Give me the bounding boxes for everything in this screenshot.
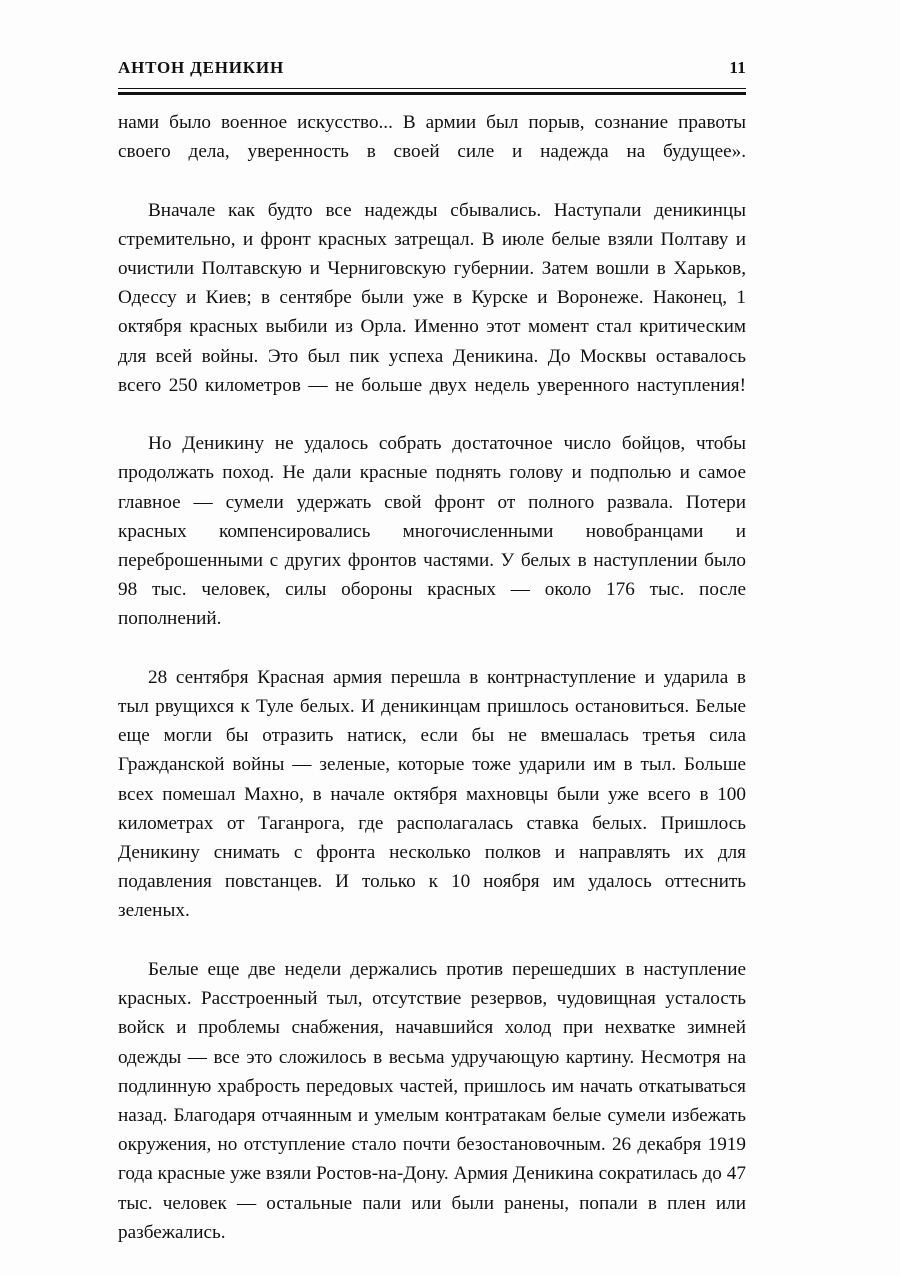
running-head <box>118 58 746 78</box>
body-paragraph: Белые еще две недели держались против перешедших в наступление красных. Расстроенный тыл, отсутствие резервов, чудовищная усталость войск и проблемы снабжения, начавшийся холод при нехватке зимней одежды — все это сложилось в весьма удручающую картину. Несмотря на подлинную храбрость передовых частей, пришлось им начать откатываться назад. Благодаря отчаянным и умелым контратакам белые сумели избежать окружения, но отступление стало почти безостановочным. 26 декабря 1919 года красные уже взяли Ростов-на-Дону. Армия Деникина сократилась до 47 тыс. человек — остальные пали или были ранены, попали в плен или разбежались. <box>118 958 746 1243</box>
running-head-title: АНТОН ДЕНИКИН <box>118 58 284 77</box>
body-paragraph: Вначале как будто все надежды сбывались. Наступали деникинцы стремительно, и фронт красных затрещал. В июле белые взяли Полтаву и очистили Полтавскую и Черниговскую губернии. Затем вошли в Харьков, Одессу и Киев; в сентябре были уже в Курске и Воронеже. Наконец, 1 октября красных выбили из Орла. Именно этот момент стал критическим для всей войны. Это был пик успеха Деникина. До Москвы оставалось всего 250 километров — не больше двух недель уверенного наступления! <box>118 199 746 396</box>
page-number: 11 <box>729 58 746 77</box>
body-paragraph: Но Деникину не удалось собрать достаточное число бойцов, чтобы продолжать поход. Не дали красные поднять голову и подполью и самое главное — сумели удержать свой фронт от полного развала. Потери красных компенсировались многочисленными новобранцами и переброшенными с других фронтов частями. У белых в наступлении было 98 тыс. человек, силы обороны красных — около 176 тыс. после пополнений. <box>118 433 746 630</box>
body-text-column <box>118 108 746 1276</box>
header-rule-group <box>118 88 746 95</box>
body-paragraph: нами было военное искусство... В армии был порыв, сознание правоты своего дела, уверенность в своей силе и надежда на будущее». <box>118 112 746 163</box>
header-rule-thick <box>118 92 746 95</box>
body-paragraph: 28 сентября Красная армия перешла в контрнаступление и ударила в тыл рвущихся к Туле белых. И деникинцам пришлось остановиться. Белые еще могли бы отразить натиск, если бы не вмешалась третья сила Гражданской войны — зеленые, которые тоже ударили им в тыл. Больше всех помешал Махно, в начале октября махновцы были уже всего в 100 километрах от Таганрога, где располагалась ставка белых. Пришлось Деникину снимать с фронта несколько полков и направлять их для подавления повстанцев. И только к 10 ноября им удалось оттеснить зеленых. <box>118 666 746 922</box>
